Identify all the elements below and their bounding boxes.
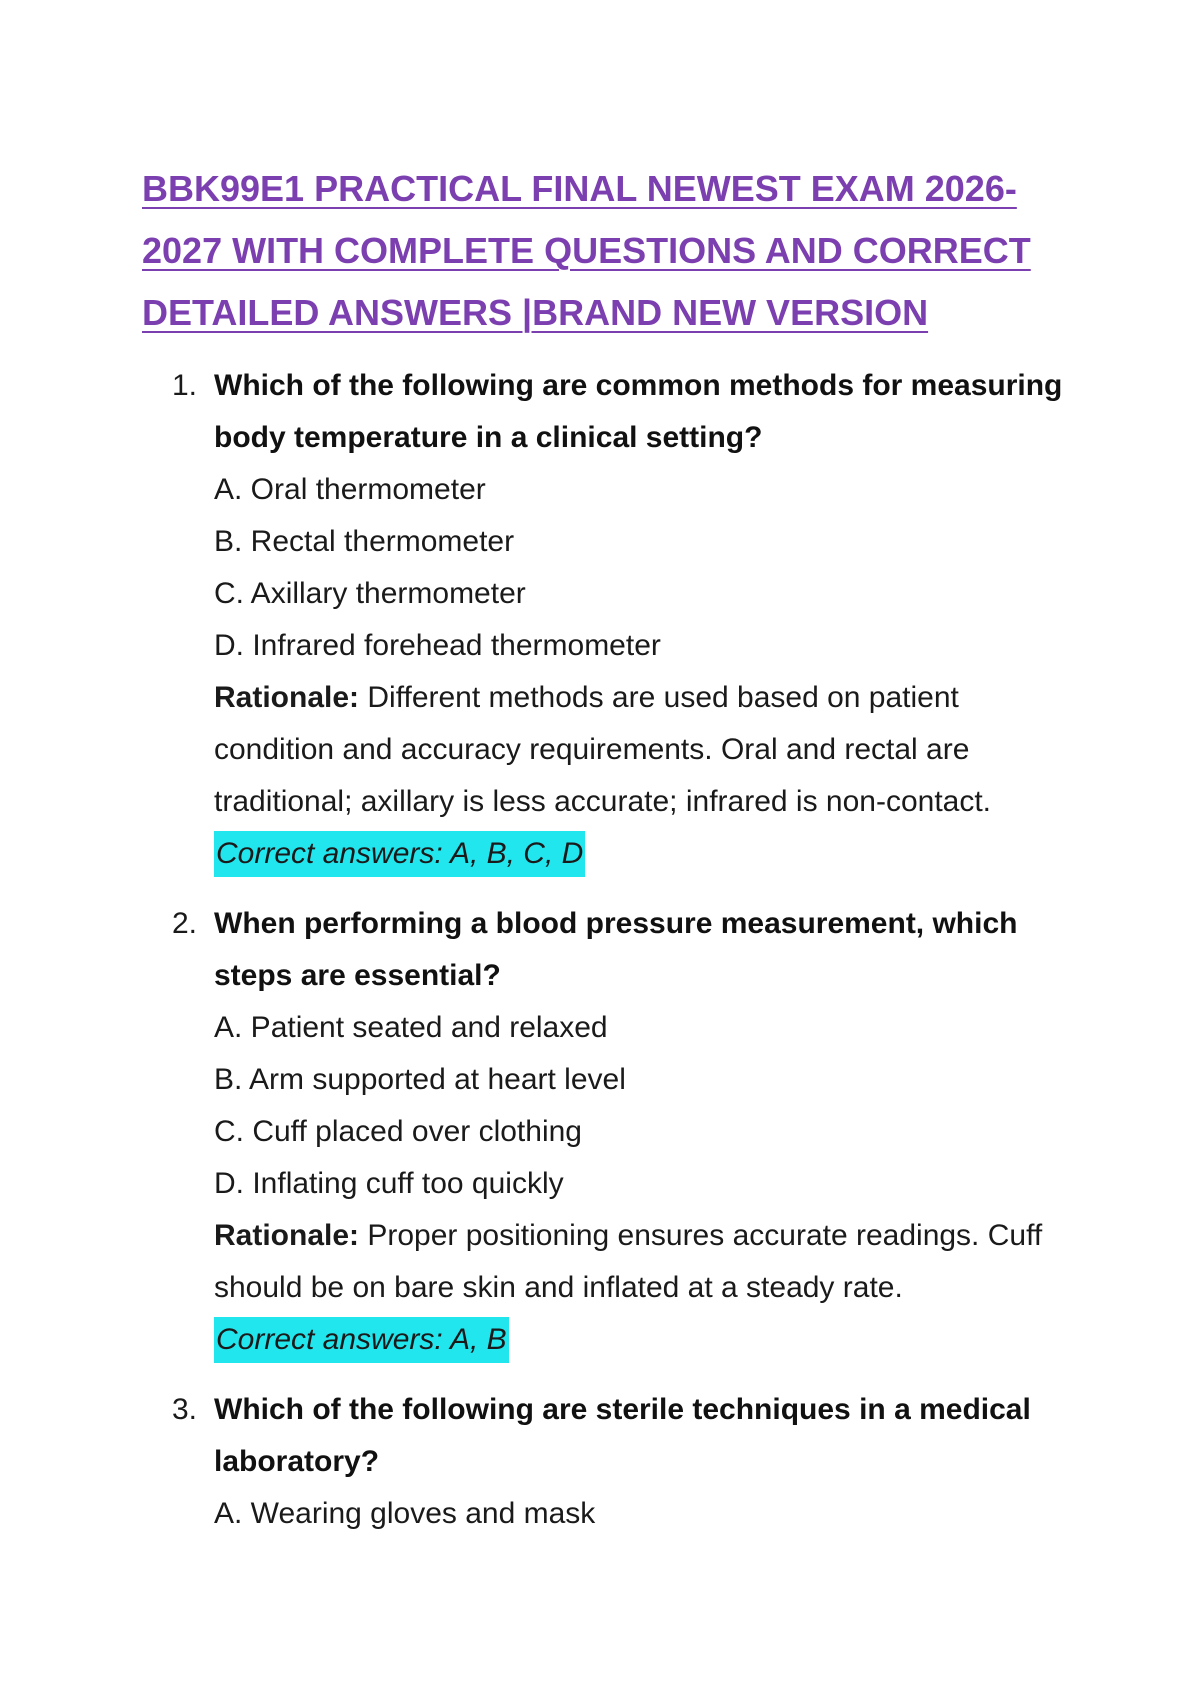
answer-option: B. Arm supported at heart level [214,1063,626,1096]
answer-option: B. Rectal thermometer [214,525,515,558]
rationale-label: Rationale: [214,1219,360,1252]
question-list [172,360,1072,1558]
answer-option: D. Inflating cuff too quickly [214,1167,564,1200]
answer-option: A. Wearing gloves and mask [214,1497,596,1530]
rationale [214,1210,1072,1314]
answer-option: A. Patient seated and relaxed [214,1011,608,1044]
answer-option: C. Cuff placed over clothing [214,1115,582,1148]
title-line: 2027 WITH COMPLETE QUESTIONS AND CORRECT [142,230,1031,271]
correct-answers: Correct answers: A, B [214,1317,509,1363]
question-item [172,360,1072,880]
question-text: Which of the following are sterile techniques in a medical laboratory? [214,1393,1031,1478]
question-text: Which of the following are common methods for measuring body temperature in a clinical setting? [214,369,1063,454]
rationale-text: Different methods are used based on patient condition and accuracy requirements. Oral and rectal are traditional; axillary is less accurate; infrared is non-contact. [214,681,992,818]
question-item [172,898,1072,1366]
answer-option: C. Axillary thermometer [214,577,526,610]
question-number: 3. [172,1393,198,1426]
document-title [142,158,1072,344]
rationale-label: Rationale: [214,681,360,714]
answer-option: A. Oral thermometer [214,473,486,506]
question-number: 2. [172,907,198,940]
correct-answers: Correct answers: A, B, C, D [214,831,585,877]
answer-option: D. Infrared forehead thermometer [214,629,661,662]
question-item [172,1384,1072,1540]
rationale [214,672,1072,828]
title-line: DETAILED ANSWERS |BRAND NEW VERSION [142,292,929,333]
question-number: 1. [172,369,198,402]
question-text: When performing a blood pressure measurement, which steps are essential? [214,907,1018,992]
title-line: BBK99E1 PRACTICAL FINAL NEWEST EXAM 2026- [142,168,1017,209]
rationale-text: Proper positioning ensures accurate readings. Cuff should be on bare skin and inflated at a steady rate. [214,1219,1043,1304]
